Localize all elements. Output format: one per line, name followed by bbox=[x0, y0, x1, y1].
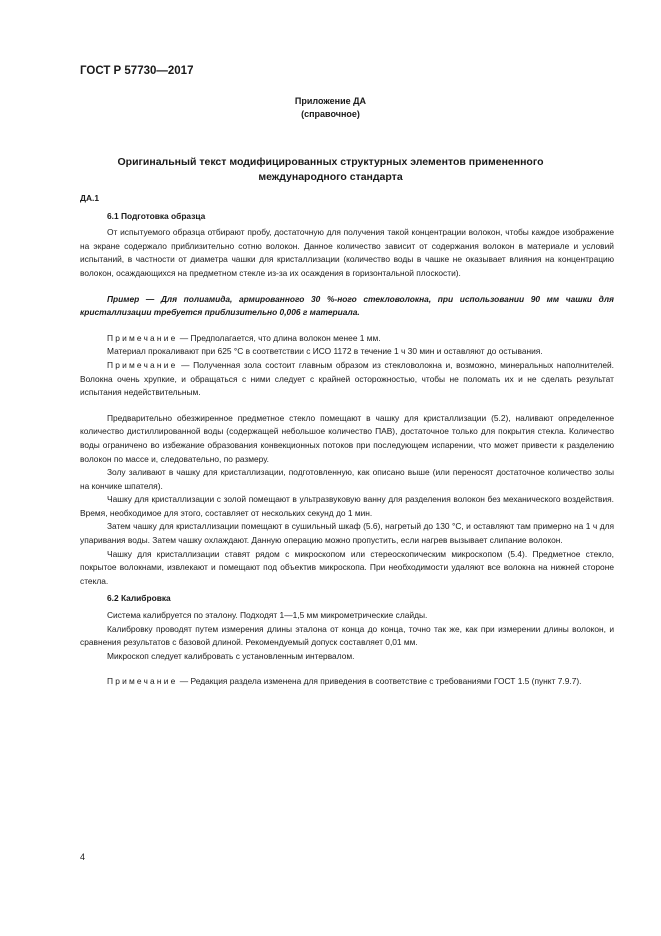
subsection-6-2-title: 6.2 Калибровка bbox=[107, 593, 171, 604]
note-ash-composition bbox=[80, 359, 614, 400]
note-section-revision bbox=[80, 675, 614, 689]
page-number: 4 bbox=[80, 852, 86, 862]
appendix-note: (справочное) bbox=[301, 109, 360, 119]
note-label: Примечание bbox=[107, 332, 178, 343]
paragraph-calibration-interval: Микроскоп следует калибровать с установленным интервалом. bbox=[107, 650, 355, 661]
note-text: — Полученная зола состоит главным образом из стекловолокна и, возможно, минеральных наполнителей. Волокна очень хрупкие, и обращаться с ними следует с крайней осторожностью, чтобы не поломать их и не сделать результат испытания недействительным. bbox=[80, 359, 614, 398]
paragraph-ash-pouring: Золу заливают в чашку для кристаллизации, подготовленную, как описано выше (или переносят достаточное количество золы на кончике шпателя). bbox=[80, 467, 614, 491]
note-text: — Редакция раздела изменена для приведения в соответствие с требованиями ГОСТ 1.5 (пункт 7.9.7). bbox=[177, 676, 582, 687]
section-heading-line-2: международного стандарта bbox=[258, 171, 403, 183]
note-text: — Предполагается, что длина волокон менее 1 мм. bbox=[177, 332, 381, 343]
paragraph-drying-oven: Затем чашку для кристаллизации помещают в сушильный шкаф (5.6), нагретый до 130 °С, и оставляют там примерно на 1 ч для упаривания воды. Затем чашку охлаждают. Данную операцию можно пропустить, если нагрев вызывает слипание волокон. bbox=[80, 521, 614, 546]
paragraph-microscope-placement: Чашку для кристаллизации ставят рядом с микроскопом или стереоскопическим микроскопом (5.4). Предметное стекло, покрытое волокнами, извлекают и помещают под объектив микроскопа. При необходимости удаляют все волокна на нижней стороне стекла. bbox=[80, 548, 614, 586]
document-body bbox=[80, 192, 614, 689]
paragraph-sample-selection: От испытуемого образца отбирают пробу, достаточную для получения такой концентрации волокон, чтобы каждое изображение на экране содержало приблизительно сотню волокон. Данное количество зависит от содержания волокон в материале и условий испытаний, в частности от диаметра чашки для кристаллизации (количество воды в чашке не оказывает влияния на концентрацию волокон, осаждающихся на предметном стекле из-за их осаждения в горизонтальной плоскости). bbox=[80, 227, 614, 278]
section-heading-line-1: Оригинальный текст модифицированных структурных элементов примененного bbox=[117, 156, 544, 168]
note-label: Примечание bbox=[107, 359, 178, 370]
paragraph-slide-preparation: Предварительно обезжиренное предметное стекло помещают в чашку для кристаллизации (5.2), наливают определенное количество дистиллированной воды (содержащей небольшое количество ПАВ), достаточное только для покрытия стекла. Количество воды ограничено во избежание образования конвекционных потоков при последующем испарении, что может привести к разделению волокон по массе и, следовательно, по размеру. bbox=[80, 412, 614, 464]
note-fiber-length bbox=[80, 332, 614, 346]
subsection-6-1-title: 6.1 Подготовка образца bbox=[107, 210, 206, 221]
section-heading bbox=[90, 155, 571, 185]
section-da1-label: ДА.1 bbox=[80, 193, 99, 203]
paragraph-calcination: Материал прокаливают при 625 °С в соответствии с ИСО 1172 в течение 1 ч 30 мин и оставляют до остывания. bbox=[107, 346, 543, 357]
document-id-header: ГОСТ Р 57730—2017 bbox=[80, 65, 194, 77]
note-label: Примечание bbox=[107, 676, 178, 687]
paragraph-calibration-method: Калибровку проводят путем измерения длины эталона от конца до конца, точно так же, как при измерении длины волокон, и сравнения результатов с базовой длиной. Рекомендуемый допуск составляет 0,01 мм. bbox=[80, 623, 614, 648]
appendix-title: Приложение ДА bbox=[294, 96, 367, 106]
paragraph-calibration-standard: Система калибруется по эталону. Подходят 1—1,5 мм микрометрические слайды. bbox=[107, 610, 428, 621]
example-paragraph: Пример — Для полиамида, армированного 30 %-ного стекловолокна, при использовании 90 мм чашки для кристаллизации требуется приблизительно 0,006 г материала. bbox=[80, 293, 614, 318]
paragraph-ultrasonic-bath: Чашку для кристаллизации с золой помещают в ультразвуковую ванну для разделения волокон без механического воздействия. Время, необходимое для этого, составляет от нескольких секунд до 1 мин. bbox=[80, 494, 614, 518]
